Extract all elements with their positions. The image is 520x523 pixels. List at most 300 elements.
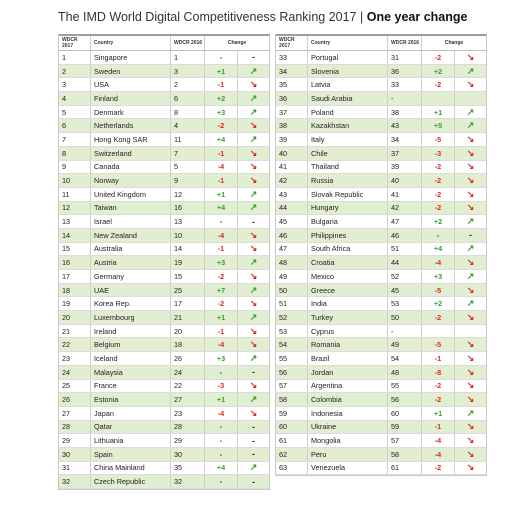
arrow-up-icon: ↗ bbox=[249, 352, 258, 363]
table-row bbox=[276, 147, 486, 161]
header-country: Country bbox=[308, 36, 388, 50]
arrow-up-icon: ↗ bbox=[249, 311, 258, 322]
arrow-down-icon: ↘ bbox=[466, 147, 475, 158]
table-row bbox=[276, 366, 486, 380]
change-value: +5 bbox=[422, 119, 455, 132]
country-name: Peru bbox=[308, 448, 388, 461]
rank-2017: 4 bbox=[59, 92, 91, 105]
country-name: Kazakhstan bbox=[308, 119, 388, 132]
change-value: -1 bbox=[205, 78, 238, 91]
rank-2016: 34 bbox=[388, 133, 422, 146]
change-value: -2 bbox=[422, 311, 455, 324]
rank-2017: 30 bbox=[59, 448, 91, 461]
rank-2017: 7 bbox=[59, 133, 91, 146]
rank-2017: 21 bbox=[59, 325, 91, 338]
rank-2016: 8 bbox=[171, 106, 205, 119]
table-row bbox=[276, 352, 486, 366]
rank-2017: 9 bbox=[59, 161, 91, 174]
table-row bbox=[276, 51, 486, 65]
country-name: Poland bbox=[308, 106, 388, 119]
no-change-indicator: - bbox=[252, 52, 255, 63]
arrow-down-icon: ↘ bbox=[466, 133, 475, 144]
rank-2016: 59 bbox=[388, 421, 422, 434]
change-value: -1 bbox=[205, 325, 238, 338]
rank-2016: 7 bbox=[171, 147, 205, 160]
table-row bbox=[59, 243, 269, 257]
table-row bbox=[276, 229, 486, 243]
country-name: Hong Kong SAR bbox=[91, 133, 171, 146]
change-value: -4 bbox=[205, 338, 238, 351]
table-row bbox=[276, 393, 486, 407]
table-row bbox=[59, 174, 269, 188]
arrow-down-icon: ↘ bbox=[249, 407, 258, 418]
table-row bbox=[59, 161, 269, 175]
rank-2017: 8 bbox=[59, 147, 91, 160]
table-row bbox=[276, 338, 486, 352]
rank-2017: 47 bbox=[276, 243, 308, 256]
arrow-up-icon: ↗ bbox=[249, 133, 258, 144]
rank-2017: 19 bbox=[59, 297, 91, 310]
arrow-down-icon: ↘ bbox=[466, 188, 475, 199]
change-value: -5 bbox=[422, 338, 455, 351]
ranking-table-left bbox=[58, 34, 270, 490]
rank-2016: 47 bbox=[388, 215, 422, 228]
arrow-up-icon: ↗ bbox=[466, 216, 475, 227]
country-name: Qatar bbox=[91, 421, 171, 434]
rank-2017: 55 bbox=[276, 352, 308, 365]
rank-2016: 13 bbox=[171, 215, 205, 228]
rank-2016: 42 bbox=[388, 202, 422, 215]
rank-2017: 3 bbox=[59, 78, 91, 91]
rank-2017: 32 bbox=[59, 475, 91, 488]
arrow-up-icon: ↗ bbox=[249, 65, 258, 76]
rank-2017: 45 bbox=[276, 215, 308, 228]
change-value: -1 bbox=[422, 421, 455, 434]
arrow-up-icon: ↗ bbox=[249, 202, 258, 213]
rank-2017: 23 bbox=[59, 352, 91, 365]
rank-2017: 56 bbox=[276, 366, 308, 379]
arrow-down-icon: ↘ bbox=[466, 202, 475, 213]
arrow-down-icon: ↘ bbox=[466, 79, 475, 90]
table-row bbox=[276, 434, 486, 448]
country-name: Latvia bbox=[308, 78, 388, 91]
rank-2017: 18 bbox=[59, 284, 91, 297]
table-row bbox=[276, 297, 486, 311]
change-value: -4 bbox=[422, 256, 455, 269]
table-row bbox=[59, 475, 269, 489]
arrow-up-icon: ↗ bbox=[249, 394, 258, 405]
rank-2016: 55 bbox=[388, 380, 422, 393]
rank-2017: 17 bbox=[59, 270, 91, 283]
table-row bbox=[59, 448, 269, 462]
arrow-up-icon: ↗ bbox=[249, 257, 258, 268]
change-value: -3 bbox=[422, 147, 455, 160]
country-name: Singapore bbox=[91, 51, 171, 64]
change-value: -4 bbox=[422, 448, 455, 461]
change-value: -4 bbox=[205, 229, 238, 242]
table-row bbox=[276, 448, 486, 462]
rank-2016: 52 bbox=[388, 270, 422, 283]
rank-2016: 21 bbox=[171, 311, 205, 324]
table-row bbox=[59, 188, 269, 202]
country-name: New Zealand bbox=[91, 229, 171, 242]
country-name: Finland bbox=[91, 92, 171, 105]
arrow-down-icon: ↘ bbox=[249, 147, 258, 158]
arrow-up-icon: ↗ bbox=[466, 298, 475, 309]
change-value: +3 bbox=[205, 352, 238, 365]
rank-2016: 58 bbox=[388, 448, 422, 461]
arrow-down-icon: ↘ bbox=[466, 311, 475, 322]
change-value: - bbox=[205, 51, 238, 64]
country-name: Ukraine bbox=[308, 421, 388, 434]
change-value: +3 bbox=[205, 256, 238, 269]
country-name: Spain bbox=[91, 448, 171, 461]
table-row bbox=[276, 311, 486, 325]
no-change-indicator: - bbox=[252, 435, 255, 446]
table-row bbox=[276, 256, 486, 270]
rank-2016: 3 bbox=[171, 65, 205, 78]
rank-2016: 28 bbox=[171, 421, 205, 434]
country-name: Switzerland bbox=[91, 147, 171, 160]
rank-2016: 30 bbox=[171, 448, 205, 461]
arrow-down-icon: ↘ bbox=[249, 243, 258, 254]
rank-2017: 31 bbox=[59, 462, 91, 475]
rank-2016: 4 bbox=[171, 119, 205, 132]
table-row bbox=[59, 270, 269, 284]
change-value: -2 bbox=[422, 51, 455, 64]
country-name: Argentina bbox=[308, 380, 388, 393]
table-row bbox=[59, 338, 269, 352]
change-value: -1 bbox=[422, 352, 455, 365]
country-name: Turkey bbox=[308, 311, 388, 324]
change-value: +2 bbox=[422, 297, 455, 310]
change-value: -5 bbox=[422, 133, 455, 146]
country-name: Portugal bbox=[308, 51, 388, 64]
change-value: +1 bbox=[205, 393, 238, 406]
rank-2016: 45 bbox=[388, 284, 422, 297]
table-row bbox=[276, 92, 486, 106]
country-name: Thailand bbox=[308, 161, 388, 174]
rank-2016: 15 bbox=[171, 270, 205, 283]
change-value: +1 bbox=[422, 106, 455, 119]
no-change-indicator bbox=[455, 92, 486, 105]
change-value: -2 bbox=[422, 78, 455, 91]
rank-2016: 41 bbox=[388, 188, 422, 201]
arrow-down-icon: ↘ bbox=[249, 229, 258, 240]
rank-2017: 44 bbox=[276, 202, 308, 215]
rank-2016: 10 bbox=[171, 229, 205, 242]
country-name: India bbox=[308, 297, 388, 310]
rank-2016: 24 bbox=[171, 366, 205, 379]
country-name: Indonesia bbox=[308, 407, 388, 420]
country-name: UAE bbox=[91, 284, 171, 297]
rank-2017: 10 bbox=[59, 174, 91, 187]
rank-2016: 14 bbox=[171, 243, 205, 256]
table-row bbox=[59, 106, 269, 120]
no-change-indicator: - bbox=[252, 449, 255, 460]
arrow-up-icon: ↗ bbox=[466, 243, 475, 254]
change-value: -4 bbox=[205, 407, 238, 420]
change-value: +4 bbox=[205, 462, 238, 475]
no-change-indicator: - bbox=[252, 367, 255, 378]
rank-2017: 54 bbox=[276, 338, 308, 351]
no-change-indicator: - bbox=[252, 421, 255, 432]
rank-2017: 50 bbox=[276, 284, 308, 297]
rank-2016: 50 bbox=[388, 311, 422, 324]
change-value: +4 bbox=[205, 133, 238, 146]
table-body bbox=[276, 51, 486, 475]
table-row bbox=[59, 311, 269, 325]
change-value: -5 bbox=[422, 284, 455, 297]
country-name: Greece bbox=[308, 284, 388, 297]
country-name: Australia bbox=[91, 243, 171, 256]
arrow-down-icon: ↘ bbox=[466, 339, 475, 350]
country-name: Mongolia bbox=[308, 434, 388, 447]
change-value: -2 bbox=[422, 174, 455, 187]
rank-2017: 41 bbox=[276, 161, 308, 174]
table-row bbox=[276, 215, 486, 229]
table-row bbox=[276, 243, 486, 257]
arrow-down-icon: ↘ bbox=[249, 325, 258, 336]
rank-2017: 1 bbox=[59, 51, 91, 64]
rank-2016: 17 bbox=[171, 297, 205, 310]
page-title bbox=[58, 10, 467, 24]
country-name: Cyprus bbox=[308, 325, 388, 338]
country-name: Israel bbox=[91, 215, 171, 228]
change-value: -4 bbox=[205, 161, 238, 174]
table-row bbox=[59, 284, 269, 298]
arrow-down-icon: ↘ bbox=[466, 51, 475, 62]
country-name: Russia bbox=[308, 174, 388, 187]
change-value: - bbox=[205, 448, 238, 461]
change-value: -2 bbox=[422, 202, 455, 215]
rank-2016: 43 bbox=[388, 119, 422, 132]
rank-2017: 26 bbox=[59, 393, 91, 406]
table-row bbox=[59, 462, 269, 476]
country-name: China Mainland bbox=[91, 462, 171, 475]
country-name: Iceland bbox=[91, 352, 171, 365]
table-row bbox=[276, 380, 486, 394]
country-name: Netherlands bbox=[91, 119, 171, 132]
rank-2016: 18 bbox=[171, 338, 205, 351]
arrow-down-icon: ↘ bbox=[249, 270, 258, 281]
rank-2017: 6 bbox=[59, 119, 91, 132]
rank-2016: 57 bbox=[388, 434, 422, 447]
country-name: Bulgaria bbox=[308, 215, 388, 228]
rank-2017: 40 bbox=[276, 147, 308, 160]
rank-2016: 19 bbox=[171, 256, 205, 269]
no-change-indicator: - bbox=[469, 230, 472, 241]
rank-2017: 63 bbox=[276, 462, 308, 475]
change-value bbox=[422, 92, 455, 105]
country-name: France bbox=[91, 380, 171, 393]
rank-2017: 53 bbox=[276, 325, 308, 338]
change-value: -1 bbox=[205, 243, 238, 256]
country-name: Chile bbox=[308, 147, 388, 160]
rank-2016: 46 bbox=[388, 229, 422, 242]
rank-2016: 9 bbox=[171, 174, 205, 187]
rank-2016: 12 bbox=[171, 188, 205, 201]
country-name: Saudi Arabia bbox=[308, 92, 388, 105]
change-value: -2 bbox=[205, 119, 238, 132]
rank-2016: 44 bbox=[388, 256, 422, 269]
arrow-down-icon: ↘ bbox=[466, 352, 475, 363]
change-value: -2 bbox=[422, 188, 455, 201]
table-row bbox=[59, 229, 269, 243]
arrow-up-icon: ↗ bbox=[466, 270, 475, 281]
rank-2016: 49 bbox=[388, 338, 422, 351]
arrow-up-icon: ↗ bbox=[249, 462, 258, 473]
change-value: +2 bbox=[422, 215, 455, 228]
header-change: Change bbox=[444, 40, 464, 46]
arrow-up-icon: ↗ bbox=[249, 92, 258, 103]
change-value: -2 bbox=[422, 380, 455, 393]
rank-2016: 22 bbox=[171, 380, 205, 393]
country-name: Mexico bbox=[308, 270, 388, 283]
table-row bbox=[276, 78, 486, 92]
change-value bbox=[422, 325, 455, 338]
rank-2016: 27 bbox=[171, 393, 205, 406]
country-name: Canada bbox=[91, 161, 171, 174]
change-value: +3 bbox=[205, 106, 238, 119]
rank-2017: 36 bbox=[276, 92, 308, 105]
rank-2017: 22 bbox=[59, 338, 91, 351]
rank-2016: 2 bbox=[171, 78, 205, 91]
rank-2017: 29 bbox=[59, 434, 91, 447]
change-value: +2 bbox=[205, 92, 238, 105]
country-name: Hungary bbox=[308, 202, 388, 215]
arrow-down-icon: ↘ bbox=[249, 339, 258, 350]
table-row bbox=[276, 202, 486, 216]
change-value: +3 bbox=[422, 270, 455, 283]
change-value: - bbox=[205, 366, 238, 379]
rank-2017: 62 bbox=[276, 448, 308, 461]
country-name: Korea Rep. bbox=[91, 297, 171, 310]
header-rank-2016: WDCR 2016 bbox=[171, 36, 205, 50]
rank-2017: 27 bbox=[59, 407, 91, 420]
table-row bbox=[276, 161, 486, 175]
table-row bbox=[59, 256, 269, 270]
country-name: Luxembourg bbox=[91, 311, 171, 324]
rank-2016: 29 bbox=[171, 434, 205, 447]
rank-2017: 59 bbox=[276, 407, 308, 420]
rank-2016: 26 bbox=[171, 352, 205, 365]
rank-2017: 34 bbox=[276, 65, 308, 78]
table-header bbox=[276, 36, 486, 51]
country-name: Romania bbox=[308, 338, 388, 351]
rank-2016: 37 bbox=[388, 147, 422, 160]
table-row bbox=[59, 65, 269, 79]
rank-2016: 54 bbox=[388, 352, 422, 365]
table-row bbox=[59, 366, 269, 380]
table-row bbox=[276, 174, 486, 188]
arrow-down-icon: ↘ bbox=[466, 284, 475, 295]
rank-2016: 20 bbox=[171, 325, 205, 338]
arrow-down-icon: ↘ bbox=[466, 448, 475, 459]
title-main: The IMD World Digital Competitiveness Ranking 2017 | bbox=[58, 10, 367, 24]
table-row bbox=[59, 202, 269, 216]
arrow-down-icon: ↘ bbox=[466, 380, 475, 391]
country-name: Slovak Republic bbox=[308, 188, 388, 201]
table-row bbox=[276, 270, 486, 284]
rank-2016: 61 bbox=[388, 462, 422, 475]
change-value: +7 bbox=[205, 284, 238, 297]
arrow-up-icon: ↗ bbox=[466, 120, 475, 131]
table-row bbox=[276, 119, 486, 133]
rank-2017: 11 bbox=[59, 188, 91, 201]
rank-2017: 20 bbox=[59, 311, 91, 324]
change-value: +1 bbox=[205, 311, 238, 324]
country-name: Brazil bbox=[308, 352, 388, 365]
table-body bbox=[59, 51, 269, 489]
rank-2017: 2 bbox=[59, 65, 91, 78]
table-row bbox=[59, 325, 269, 339]
change-value: -1 bbox=[205, 147, 238, 160]
change-value: -2 bbox=[422, 462, 455, 475]
no-change-indicator bbox=[455, 325, 486, 338]
table-row bbox=[59, 133, 269, 147]
rank-2017: 25 bbox=[59, 380, 91, 393]
table-row bbox=[59, 78, 269, 92]
country-name: United Kingdom bbox=[91, 188, 171, 201]
country-name: Taiwan bbox=[91, 202, 171, 215]
country-name: Venezuela bbox=[308, 462, 388, 475]
rank-2017: 49 bbox=[276, 270, 308, 283]
change-value: - bbox=[205, 475, 238, 488]
change-value: -2 bbox=[422, 393, 455, 406]
rank-2016: 25 bbox=[171, 284, 205, 297]
arrow-down-icon: ↘ bbox=[249, 161, 258, 172]
table-header bbox=[59, 36, 269, 51]
country-name: Jordan bbox=[308, 366, 388, 379]
change-value: +1 bbox=[205, 65, 238, 78]
country-name: Lithuania bbox=[91, 434, 171, 447]
arrow-up-icon: ↗ bbox=[249, 284, 258, 295]
table-row bbox=[59, 434, 269, 448]
rank-2016: 48 bbox=[388, 366, 422, 379]
rank-2017: 35 bbox=[276, 78, 308, 91]
rank-2016: 1 bbox=[171, 51, 205, 64]
rank-2017: 5 bbox=[59, 106, 91, 119]
country-name: Germany bbox=[91, 270, 171, 283]
rank-2016: - bbox=[388, 92, 422, 105]
table-row bbox=[59, 147, 269, 161]
country-name: Slovenia bbox=[308, 65, 388, 78]
rank-2017: 13 bbox=[59, 215, 91, 228]
change-value: - bbox=[205, 421, 238, 434]
country-name: South Africa bbox=[308, 243, 388, 256]
arrow-down-icon: ↘ bbox=[466, 175, 475, 186]
change-value: -2 bbox=[422, 161, 455, 174]
rank-2016: 39 bbox=[388, 161, 422, 174]
change-value: - bbox=[205, 434, 238, 447]
arrow-down-icon: ↘ bbox=[249, 380, 258, 391]
country-name: USA bbox=[91, 78, 171, 91]
rank-2017: 37 bbox=[276, 106, 308, 119]
arrow-up-icon: ↗ bbox=[466, 407, 475, 418]
arrow-up-icon: ↗ bbox=[249, 106, 258, 117]
rank-2016: 5 bbox=[171, 161, 205, 174]
country-name: Japan bbox=[91, 407, 171, 420]
rank-2016: 6 bbox=[171, 92, 205, 105]
rank-2016: - bbox=[388, 325, 422, 338]
table-row bbox=[59, 92, 269, 106]
country-name: Italy bbox=[308, 133, 388, 146]
arrow-down-icon: ↘ bbox=[466, 421, 475, 432]
table-row bbox=[59, 352, 269, 366]
arrow-up-icon: ↗ bbox=[249, 188, 258, 199]
change-value: -4 bbox=[422, 434, 455, 447]
